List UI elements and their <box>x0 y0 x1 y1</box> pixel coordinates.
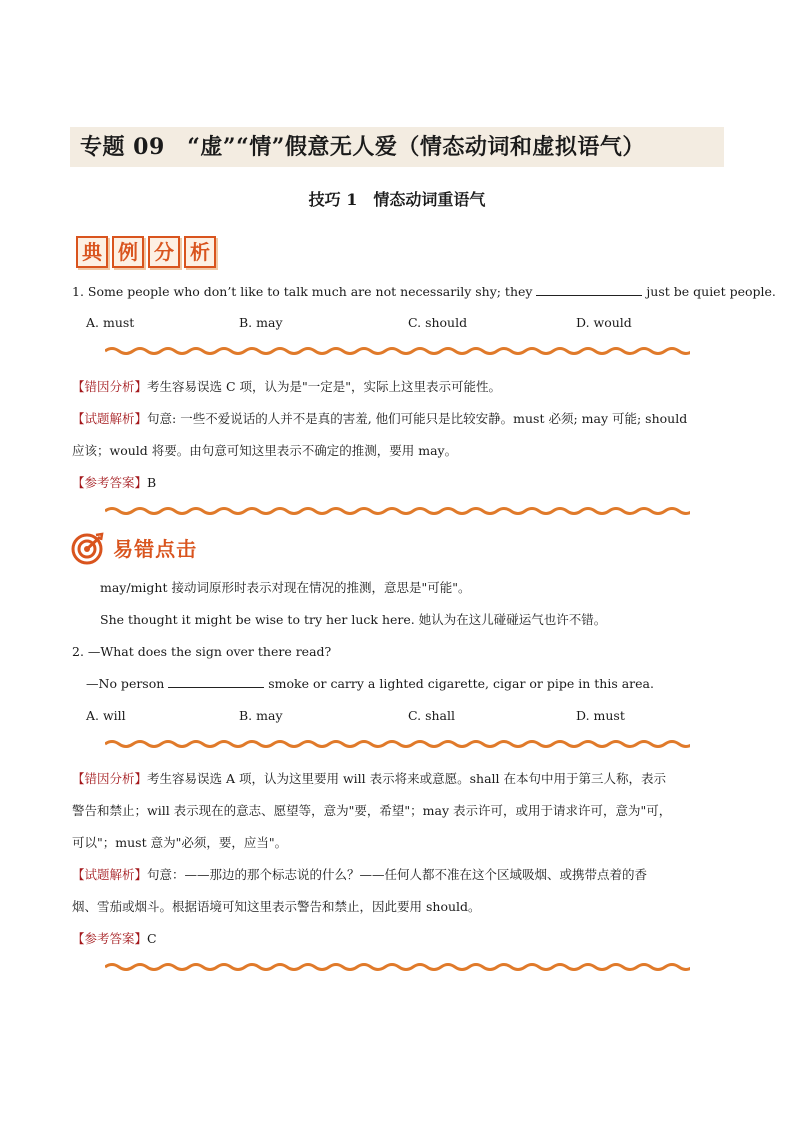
badge-char: 典 <box>76 236 108 268</box>
tip-line-1: may/might 接动词原形时表示对现在情况的推测，意思是"可能"。 <box>100 580 471 595</box>
option-c: C. should <box>408 315 468 330</box>
common-mistake-header <box>70 532 197 566</box>
badge-char: 分 <box>148 236 180 268</box>
q2-answer <box>72 929 157 949</box>
q1-analysis-line-1 <box>72 409 687 429</box>
page-title: 专题 09 “虚”“情”假意无人爱（情态动词和虚拟语气） <box>80 134 645 160</box>
option-b: B. may <box>239 315 283 330</box>
wave-divider <box>105 505 690 517</box>
error-text: 考生容易误选 A 项，认为这里要用 will 表示将来或意愿。shall 在本句中用于第三人称，表示 <box>147 771 667 786</box>
analysis-label: 【试题解析】 <box>72 411 148 426</box>
question-1-text-after: just be quiet people. <box>642 284 776 299</box>
question-2-line-2 <box>86 674 654 694</box>
wave-divider <box>105 738 690 750</box>
analysis-label: 【试题解析】 <box>72 867 148 882</box>
tip-line-2: She thought it might be wise to try her luck here. 她认为在这儿碰碰运气也许不错。 <box>100 612 607 627</box>
question-2-line-1: 2. —What does the sign over there read? <box>72 644 332 659</box>
section-subtitle: 技巧 1 情态动词重语气 <box>308 190 486 209</box>
answer-label: 【参考答案】 <box>72 475 148 490</box>
badge-char: 例 <box>112 236 144 268</box>
question-2-text-before: —No person <box>86 676 169 691</box>
q2-analysis-line-2: 烟、雪茄或烟斗。根据语境可知这里表示警告和禁止，因此要用 should。 <box>72 899 481 914</box>
example-analysis-badge <box>76 236 220 268</box>
answer-label: 【参考答案】 <box>72 931 148 946</box>
answer-value: B <box>147 475 157 490</box>
wave-divider <box>105 345 690 357</box>
question-2-text-after: smoke or carry a lighted cigarette, cigar or pipe in this area. <box>264 676 654 691</box>
wave-divider <box>105 961 690 973</box>
option-a: A. will <box>86 708 126 723</box>
analysis-text: 句意：——那边的那个标志说的什么？——任何人都不准在这个区域吸烟、或携带点着的香 <box>147 867 648 882</box>
error-text: 考生容易误选 C 项，认为是"一定是"，实际上这里表示可能性。 <box>147 379 502 394</box>
option-b: B. may <box>239 708 283 723</box>
q1-analysis-line-2: 应该；would 将要。由句意可知这里表示不确定的推测，要用 may。 <box>72 443 458 458</box>
error-label: 【错因分析】 <box>72 379 148 394</box>
q1-error-analysis <box>72 377 501 397</box>
q2-error-line-3: 可以"；must 意为"必须，要，应当"。 <box>72 835 288 850</box>
answer-value: C <box>147 931 157 946</box>
question-1-text-before: 1. Some people who don’t like to talk much are not necessarily shy; they <box>72 284 537 299</box>
common-mistake-label: 易错点击 <box>113 537 198 561</box>
option-d: D. must <box>576 708 625 723</box>
q2-error-line-1 <box>72 769 666 789</box>
error-label: 【错因分析】 <box>72 771 148 786</box>
answer-blank <box>536 283 642 296</box>
q2-analysis-line-1 <box>72 865 647 885</box>
q2-error-line-2: 警告和禁止；will 表示现在的意志、愿望等，意为"要，希望"；may 表示许可，或用于请求许可，意为"可， <box>72 803 672 818</box>
q1-answer <box>72 473 156 493</box>
badge-char: 析 <box>184 236 216 268</box>
option-c: C. shall <box>408 708 455 723</box>
target-arrow-icon <box>70 532 104 566</box>
question-1-stem <box>72 282 776 302</box>
answer-blank <box>168 675 264 688</box>
option-d: D. would <box>576 315 632 330</box>
option-a: A. must <box>86 315 135 330</box>
analysis-text: 句意: 一些不爱说话的人并不是真的害羞, 他们可能只是比较安静。must 必须; may 可能; should <box>147 411 688 426</box>
